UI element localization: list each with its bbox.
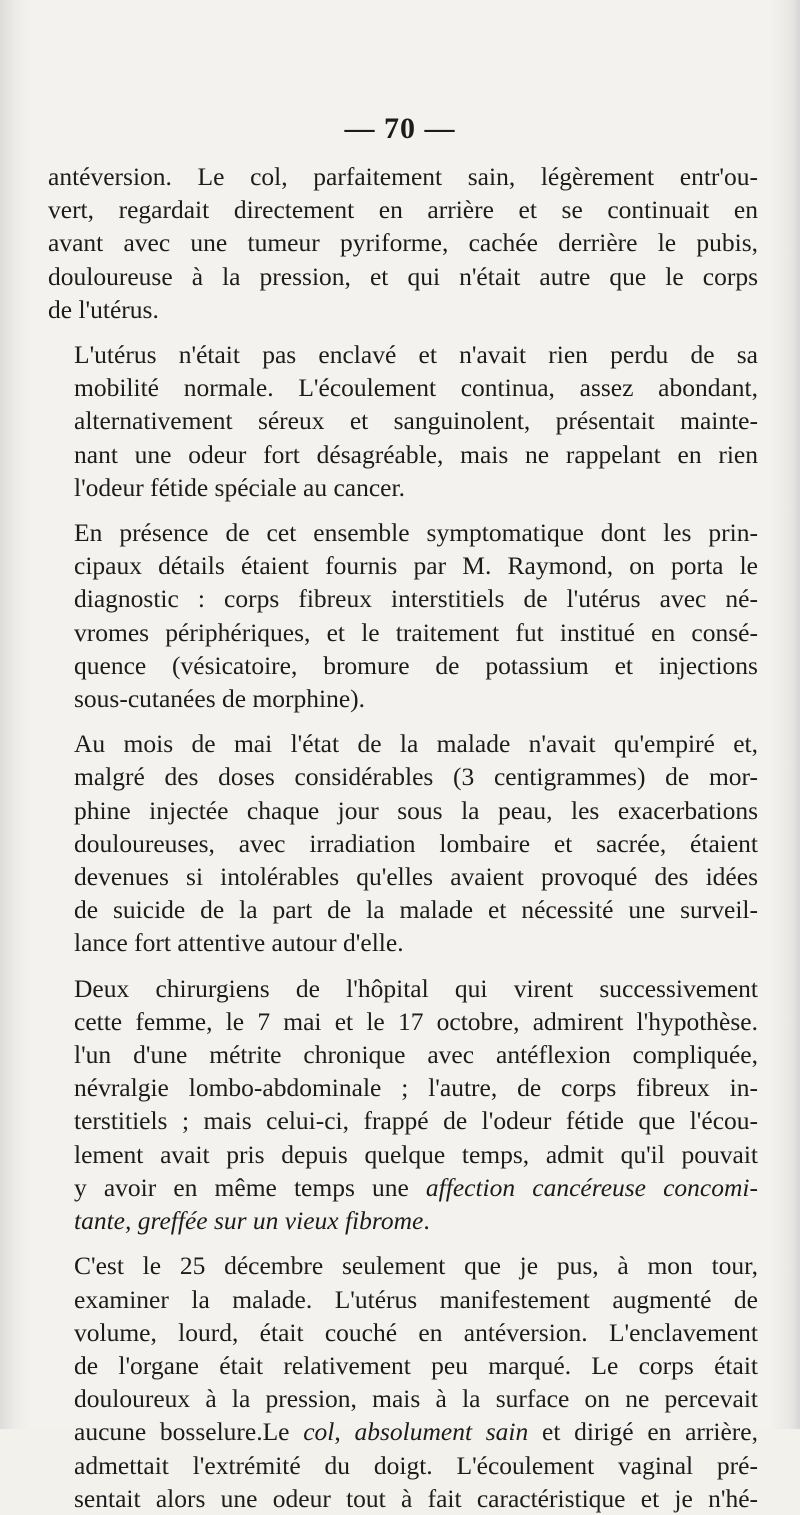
page-number: — 70 — [344, 112, 456, 145]
text-line: En présence de cet ensemble symptomatique dont les prin- [74, 518, 758, 548]
text-line: alternativement séreux et sanguinolent, présentait mainte- [74, 406, 758, 436]
text-line: phine injectée chaque jour sous la peau, les exacerbations [74, 795, 758, 825]
text-line: vert, regardait directement en arrière et se continuait en [48, 195, 758, 225]
text-line: vromes périphériques, et le traitement fut institué en consé- [74, 617, 758, 647]
text-fragment: et dirigé en arrière, [528, 1417, 758, 1447]
paragraph-1 [48, 160, 758, 326]
text-line: de l'organe était relativement peu marqué. Le corps était [74, 1350, 758, 1380]
text-line: sous-cutanées de morphine). [74, 684, 366, 714]
italic-text: tante, greffée sur un vieux fibrome [74, 1206, 424, 1236]
text-line: l'odeur fétide spéciale au cancer. [74, 472, 405, 502]
text-line [48, 1204, 758, 1237]
text-fragment: aucune bosselure.Le [74, 1417, 304, 1447]
text-line: mobilité normale. L'écoulement continua, assez abondant, [74, 373, 758, 403]
paragraph-5 [48, 972, 758, 1238]
text-line: douloureux à la pression, mais à la surface on ne percevait [74, 1384, 758, 1414]
text-line: admettait l'extrémité du doigt. L'écoulement vaginal pré- [74, 1450, 758, 1480]
paragraph-2 [48, 338, 758, 504]
text-line: Au mois de mai l'état de la malade n'avait qu'empiré et, [74, 729, 758, 759]
text-line: névralgie lombo-abdominale ; l'autre, de corps fibreux in- [74, 1073, 758, 1103]
text-line: lement avait pris depuis quelque temps, admit qu'il pouvait [74, 1139, 758, 1169]
text-fragment: . [423, 1206, 430, 1236]
text-fragment: y avoir en même temps une [74, 1172, 426, 1202]
body-text [48, 160, 758, 1515]
text-line: l'un d'une métrite chronique avec antéflexion compliquée, [74, 1040, 758, 1070]
text-line: lance fort attentive autour d'elle. [74, 928, 404, 958]
text-line: de suicide de la part de la malade et nécessité une surveil- [74, 895, 758, 925]
text-line: terstitiels ; mais celui-ci, frappé de l'odeur fétide que l'écou- [74, 1106, 758, 1136]
text-line: C'est le 25 décembre seulement que je pus, à mon tour, [74, 1251, 758, 1281]
text-line: douloureuses, avec irradiation lombaire et sacrée, étaient [74, 828, 758, 858]
text-line: cette femme, le 7 mai et le 17 octobre, admirent l'hypothèse. [74, 1006, 758, 1036]
italic-text: col [303, 1417, 335, 1447]
text-line: antéversion. Le col, parfaitement sain, légèrement entr'ou- [48, 162, 758, 191]
text-line: de l'utérus. [48, 294, 159, 324]
text-line: nant une odeur fort désagréable, mais ne rappelant en rien [74, 439, 758, 469]
paragraph-6 [48, 1249, 758, 1515]
text-line: sentait alors une odeur tout à fait caractéristique et je n'hé- [74, 1483, 758, 1513]
text-line: volume, lourd, était couché en antéversion. L'enclavement [74, 1317, 758, 1347]
text-line: malgré des doses considérables (3 centigrammes) de mor- [74, 762, 758, 792]
text-fragment: , [334, 1417, 355, 1447]
text-line: avant avec une tumeur pyriforme, cachée derrière le pubis, [48, 228, 758, 258]
text-line: Deux chirurgiens de l'hôpital qui virent successivement [74, 973, 758, 1003]
text-line: examiner la malade. L'utérus manifestement augmenté de [74, 1284, 758, 1314]
paragraph-3 [48, 516, 758, 715]
text-line: douloureuse à la pression, et qui n'était autre que le corps [48, 261, 758, 291]
text-line [48, 1415, 758, 1448]
text-line: diagnostic : corps fibreux interstitiels de l'utérus avec né- [74, 584, 758, 614]
italic-text: affection cancéreuse concomi- [425, 1172, 758, 1202]
paragraph-4 [48, 727, 758, 959]
text-line: cipaux détails étaient fournis par M. Raymond, on porta le [74, 551, 758, 581]
text-line: devenues si intolérables qu'elles avaient provoqué des idées [74, 862, 758, 892]
italic-text: absolument sain [354, 1417, 529, 1447]
text-line: quence (vésicatoire, bromure de potassium et injections [74, 650, 758, 680]
text-line [48, 1171, 758, 1204]
text-line: L'utérus n'était pas enclavé et n'avait rien perdu de sa [74, 340, 758, 370]
